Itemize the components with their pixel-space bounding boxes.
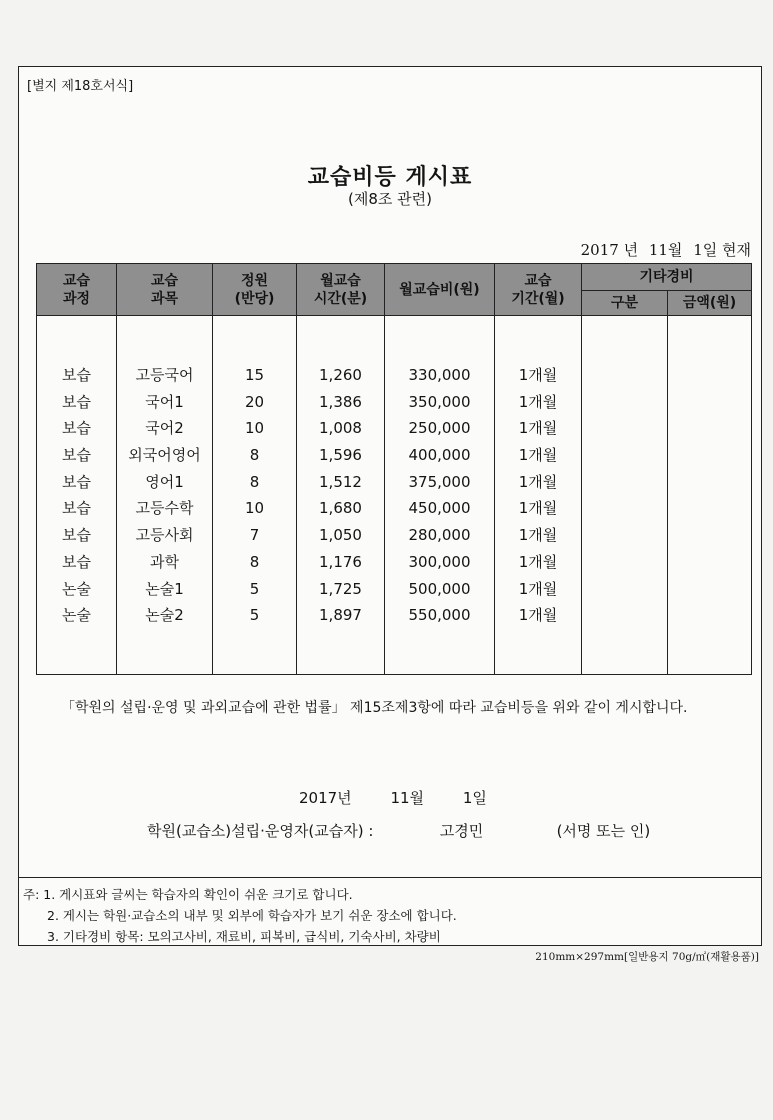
- row-5-course: 보습: [62, 472, 91, 491]
- row-5-fee: 375,000: [408, 472, 471, 491]
- header-monthly-hours: 월교습 시간(분): [297, 264, 385, 316]
- row-7-fee: 280,000: [408, 526, 471, 545]
- row-5-capacity: 8: [249, 472, 260, 491]
- header-other-type: 구분: [582, 291, 668, 316]
- other-amount-column: [668, 316, 752, 675]
- row-7-period: 1개월: [518, 526, 558, 545]
- row-1-hours: 1,260: [319, 366, 362, 384]
- fee-notice-form: [18, 66, 762, 946]
- row-10-capacity: 5: [249, 606, 260, 625]
- row-8-subject: 과학: [150, 552, 179, 571]
- signature-year: 2017년: [299, 789, 352, 807]
- note-3: 3. 기타경비 항목: 모의고사비, 재료비, 피복비, 급식비, 기숙사비, 차량비: [47, 929, 441, 944]
- document-subtitle: (제8조 관련): [348, 190, 432, 208]
- hours-column: [297, 316, 385, 675]
- row-4-course: 보습: [62, 446, 91, 465]
- row-9-hours: 1,725: [319, 579, 362, 598]
- header-monthly-fee: 월교습비(원): [385, 264, 495, 316]
- notes-section: [19, 877, 761, 945]
- as-of-date: [575, 239, 751, 260]
- row-2-capacity: 20: [244, 392, 265, 411]
- row-2-fee: 350,000: [408, 392, 471, 411]
- row-3-subject: 국어2: [145, 419, 184, 438]
- course-column: [37, 316, 117, 675]
- row-8-course: 보습: [62, 552, 91, 571]
- row-2-period: 1개월: [518, 392, 558, 411]
- row-5-hours: 1,512: [319, 472, 362, 491]
- row-6-hours: 1,680: [319, 499, 362, 518]
- row-7-capacity: 7: [249, 526, 260, 545]
- header-subject: 교습 과목: [117, 264, 213, 316]
- row-1-period: 1개월: [518, 366, 558, 384]
- row-1-subject: 고등국어: [135, 366, 194, 384]
- note-1: 주: 1. 게시표와 글씨는 학습자의 확인이 쉬운 크기로 합니다.: [23, 887, 353, 902]
- sign-hint: (서명 또는 인): [556, 822, 651, 840]
- signature-month: 11월: [390, 789, 425, 807]
- row-4-period: 1개월: [518, 446, 558, 465]
- signature-line: [147, 820, 650, 841]
- document-title: 교습비등 게시표: [307, 165, 473, 190]
- row-10-period: 1개월: [518, 606, 558, 625]
- row-9-period: 1개월: [518, 579, 558, 598]
- row-4-capacity: 8: [249, 446, 260, 465]
- fee-column: [385, 316, 495, 675]
- row-1-fee: 330,000: [408, 366, 471, 384]
- row-10-subject: 논술2: [145, 606, 184, 625]
- row-4-subject: 외국어영어: [128, 446, 201, 465]
- row-7-subject: 고등사회: [135, 526, 194, 545]
- header-period: 교습 기간(월): [495, 264, 582, 316]
- row-3-capacity: 10: [244, 419, 265, 438]
- row-1-capacity: 15: [244, 366, 265, 384]
- capacity-column: [213, 316, 297, 675]
- header-course: 교습 과정: [37, 264, 117, 316]
- row-10-fee: 550,000: [408, 606, 471, 625]
- row-6-fee: 450,000: [408, 499, 471, 518]
- row-8-period: 1개월: [518, 552, 558, 571]
- row-3-period: 1개월: [518, 419, 558, 438]
- as-of-year: 2017 년: [580, 241, 639, 259]
- row-3-course: 보습: [62, 419, 91, 438]
- row-5-period: 1개월: [518, 472, 558, 491]
- row-9-capacity: 5: [249, 579, 260, 598]
- row-7-course: 보습: [62, 526, 91, 545]
- subject-column: [117, 316, 213, 675]
- operator-label: 학원(교습소)설립·운영자(교습자) :: [147, 822, 374, 840]
- header-other-expenses: 기타경비: [582, 264, 752, 291]
- row-9-course: 논술: [62, 579, 91, 598]
- header-other-amount: 금액(원): [668, 291, 752, 316]
- row-2-subject: 국어1: [145, 392, 184, 411]
- row-10-hours: 1,897: [319, 606, 362, 625]
- as-of-day: 1일 현재: [693, 241, 751, 259]
- row-6-capacity: 10: [244, 499, 265, 518]
- row-10-course: 논술: [62, 606, 91, 625]
- fee-table: [36, 263, 752, 675]
- form-number: [별지 제18호서식]: [27, 79, 134, 94]
- row-3-fee: 250,000: [408, 419, 471, 438]
- row-8-capacity: 8: [249, 552, 260, 571]
- header-capacity: 정원 (반당): [213, 264, 297, 316]
- as-of-month: 11월: [648, 241, 683, 259]
- row-5-subject: 영어1: [145, 472, 184, 491]
- paper-spec: 210mm×297mm[일반용지 70g/㎡(재활용품)]: [535, 951, 759, 963]
- row-9-fee: 500,000: [408, 579, 471, 598]
- period-column: [495, 316, 582, 675]
- signature-date: [299, 787, 521, 808]
- note-2: 2. 게시는 학원·교습소의 내부 및 외부에 학습자가 보기 쉬운 장소에 합니다.: [47, 908, 457, 923]
- row-4-hours: 1,596: [319, 446, 362, 465]
- row-8-hours: 1,176: [319, 552, 362, 571]
- row-9-subject: 논술1: [145, 579, 184, 598]
- row-3-hours: 1,008: [319, 419, 362, 438]
- row-6-subject: 고등수학: [135, 499, 194, 518]
- row-4-fee: 400,000: [408, 446, 471, 465]
- notice-text: 「학원의 설립·운영 및 과외교습에 관한 법률」 제15조제3항에 따라 교습비등을 위와 같이 게시합니다.: [61, 700, 688, 716]
- other-type-column: [582, 316, 668, 675]
- row-6-period: 1개월: [518, 499, 558, 518]
- operator-name: 고경민: [439, 822, 484, 840]
- row-1-course: 보습: [62, 366, 91, 384]
- row-2-hours: 1,386: [319, 392, 362, 411]
- row-8-fee: 300,000: [408, 552, 471, 571]
- signature-day: 1일: [462, 789, 487, 807]
- row-2-course: 보습: [62, 392, 91, 411]
- row-7-hours: 1,050: [319, 526, 362, 545]
- row-6-course: 보습: [62, 499, 91, 518]
